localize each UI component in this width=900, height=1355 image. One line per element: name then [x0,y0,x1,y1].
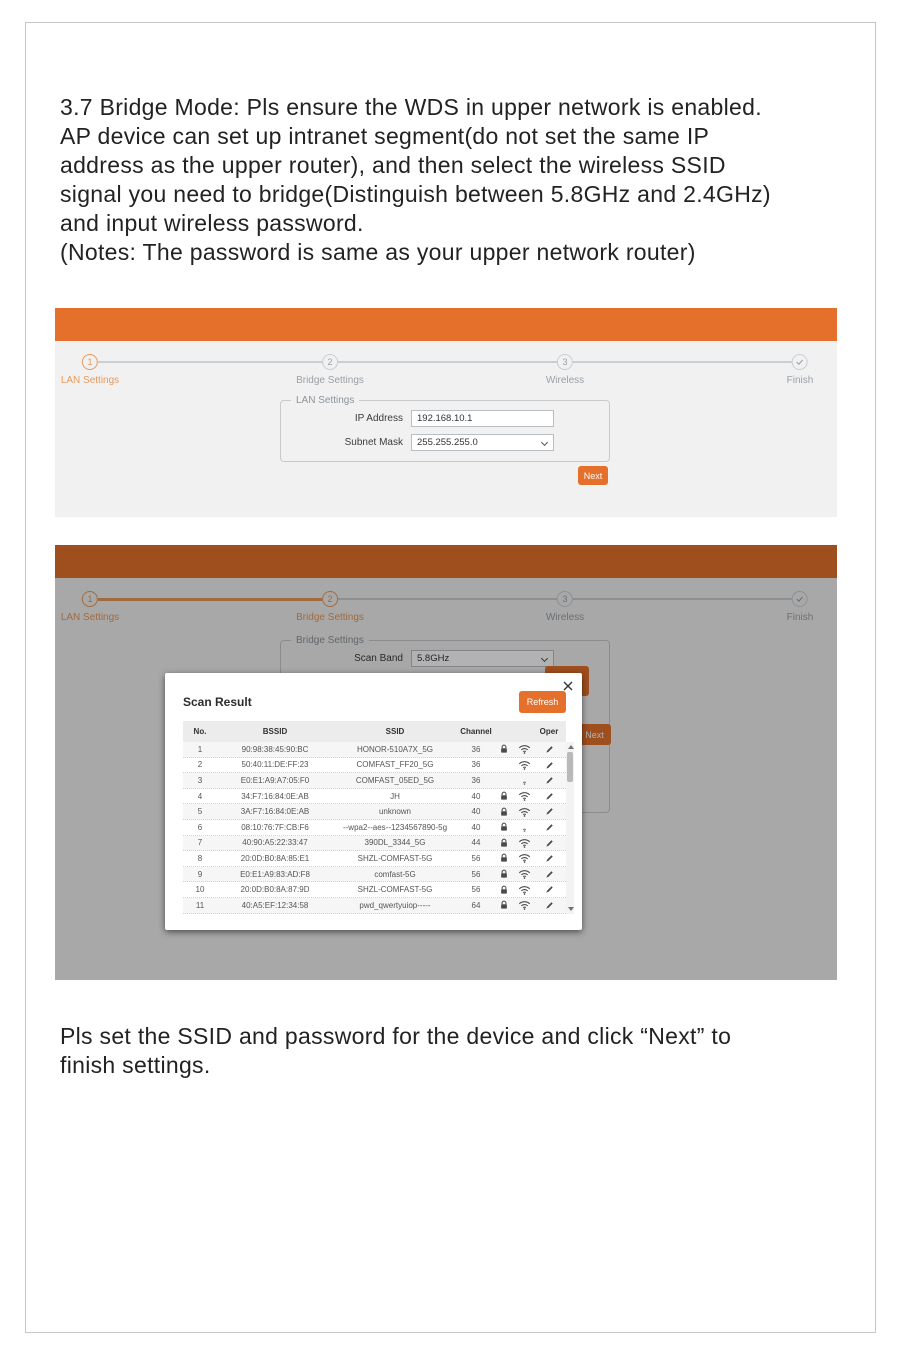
scan-band-label: Scan Band [354,653,403,664]
cell-channel: 36 [471,760,481,770]
cell-bssid: 08:10:76:7F:CB:F6 [241,822,309,832]
table-row[interactable] [183,882,566,898]
table-row[interactable] [183,804,566,820]
cell-ssid: comfast-5G [374,869,416,879]
step-connector [573,361,792,363]
modal-title: Scan Result [183,695,252,709]
ip-address-value: 192.168.10.1 [417,413,473,424]
lock-icon [495,791,513,801]
edit-pencil-icon[interactable] [535,760,563,769]
scroll-down-icon[interactable] [568,907,574,911]
step-number: 3 [557,591,573,607]
cell-channel: 40 [471,807,481,817]
cell-ssid: COMFAST_FF20_5G [356,760,434,770]
edit-pencil-icon[interactable] [535,838,563,847]
subnet-mask-select[interactable] [411,434,554,451]
cell-bssid: 40:A5:EF:12:34:58 [241,900,309,910]
header-channel: Channel [460,727,492,736]
edit-pencil-icon[interactable] [535,791,563,800]
table-row[interactable] [183,867,566,883]
cell-channel: 64 [471,900,481,910]
edit-pencil-icon[interactable] [535,745,563,754]
table-row[interactable] [183,789,566,805]
cell-channel: 44 [471,838,481,848]
edit-pencil-icon[interactable] [535,807,563,816]
cell-ssid: pwd_qwertyuiop----- [359,900,431,910]
lock-icon [495,744,513,754]
step-bridge-settings[interactable] [296,354,364,386]
app-header-bar [55,308,837,341]
cell-bssid: E0:E1:A9:83:AD:F8 [240,869,310,879]
cell-ssid: JH [390,791,400,801]
cell-no: 4 [197,791,203,801]
scrollbar-thumb[interactable] [567,752,573,782]
wifi-icon [513,885,535,895]
cell-bssid: E0:E1:A9:A7:05:F0 [240,775,310,785]
next-button[interactable]: Next [578,466,608,485]
step-label: Finish [786,375,814,386]
cell-bssid: 3A:F7:16:84:0E:AB [240,807,310,817]
cell-ssid: HONOR-510A7X_5G [356,744,434,754]
ip-address-input[interactable] [411,410,554,427]
fieldset-legend: LAN Settings [291,395,359,406]
subnet-mask-value: 255.255.255.0 [417,437,478,448]
check-icon [792,354,808,370]
cell-ssid: SHZL-COMFAST-5G [357,885,433,895]
ip-address-label: IP Address [354,413,403,424]
cell-channel: 40 [471,822,481,832]
scan-result-table [183,721,566,914]
step-number: 1 [82,354,98,370]
intro-line: 3.7 Bridge Mode: Pls ensure the WDS in upper network is enabled. [60,94,762,120]
fieldset-legend: Bridge Settings [291,635,369,646]
outro-paragraph [60,1022,855,1080]
edit-pencil-icon[interactable] [535,869,563,878]
wifi-icon [513,838,535,848]
step-connector [98,361,322,363]
cell-channel: 56 [471,885,481,895]
table-row[interactable] [183,851,566,867]
lock-icon [495,822,513,832]
step-number: 1 [82,591,98,607]
cell-no: 7 [197,838,203,848]
cell-ssid: --wpa2--aes--1234567890-5g [342,822,448,832]
lock-icon [495,775,513,785]
wifi-icon [513,775,535,785]
step-lan-settings[interactable] [61,354,119,386]
scroll-up-icon[interactable] [568,745,574,749]
intro-line: (Notes: The password is same as your upper network router) [60,239,696,265]
step-label: Bridge Settings [296,612,364,623]
cell-no: 8 [197,853,203,863]
cell-bssid: 20:0D:B0:8A:87:9D [240,885,310,895]
wifi-icon [513,822,535,832]
cell-no: 11 [195,900,205,910]
modal-scrollbar[interactable] [566,742,574,914]
subnet-mask-label: Subnet Mask [344,437,403,448]
step-wireless[interactable] [546,354,584,386]
table-row[interactable] [183,820,566,836]
cell-ssid: unknown [378,807,412,817]
step-finish[interactable] [787,354,814,386]
cell-no: 1 [197,744,203,754]
scan-band-value: 5.8GHz [417,653,450,664]
intro-line: and input wireless password. [60,210,364,236]
lock-icon [495,885,513,895]
lock-icon [495,838,513,848]
next-button[interactable]: Next [578,724,611,745]
lock-icon [495,807,513,817]
cell-bssid: 90:98:38:45:90:BC [241,744,309,754]
cell-bssid: 20:0D:B0:8A:85:E1 [240,853,310,863]
refresh-button[interactable]: Refresh [519,691,566,713]
header-ssid: SSID [385,727,405,736]
step-label: LAN Settings [60,375,120,386]
lock-icon [495,853,513,863]
screenshot-bridge-settings [55,545,837,980]
table-row[interactable] [183,773,566,789]
edit-pencil-icon[interactable] [535,885,563,894]
scan-result-modal [165,673,582,930]
step-number: 2 [322,354,338,370]
intro-paragraph [60,93,855,267]
lock-icon [495,900,513,910]
cell-channel: 40 [471,791,481,801]
edit-pencil-icon[interactable] [535,823,563,832]
wifi-icon [513,791,535,801]
wifi-icon [513,853,535,863]
cell-channel: 56 [471,853,481,863]
screenshot-lan-settings [55,308,837,517]
table-header-row [183,721,566,742]
lock-icon [495,869,513,879]
edit-pencil-icon[interactable] [535,854,563,863]
cell-ssid: 390DL_3344_5G [364,838,426,848]
cell-no: 3 [197,775,203,785]
table-row[interactable] [183,836,566,852]
cell-no: 2 [197,760,203,770]
intro-line: signal you need to bridge(Distinguish between 5.8GHz and 2.4GHz) [60,181,771,207]
wifi-icon [513,807,535,817]
cell-bssid: 34:F7:16:84:0E:AB [241,791,309,801]
subnet-mask-row [281,434,609,451]
cell-channel: 36 [471,744,481,754]
wifi-icon [513,760,535,770]
cell-channel: 36 [471,775,481,785]
cell-ssid: COMFAST_05ED_5G [355,775,435,785]
intro-line: address as the upper router), and then select the wireless SSID [60,152,726,178]
table-row[interactable] [183,758,566,774]
lock-icon [495,760,513,770]
wifi-icon [513,869,535,879]
header-no: No. [193,727,207,736]
step-label: Bridge Settings [296,375,364,386]
cell-ssid: SHZL-COMFAST-5G [357,853,433,863]
outro-line: Pls set the SSID and password for the device and click “Next” to [60,1023,732,1049]
step-label: LAN Settings [60,612,120,623]
cell-no: 10 [195,885,205,895]
chevron-down-icon [541,439,548,446]
cell-no: 5 [197,807,203,817]
step-label: Wireless [545,375,585,386]
ip-address-row [281,410,609,427]
table-row[interactable] [183,898,566,914]
edit-pencil-icon[interactable] [535,776,563,785]
intro-line: AP device can set up intranet segment(do not set the same IP [60,123,710,149]
cell-bssid: 50:40:11:DE:FF:23 [241,760,309,770]
cell-channel: 56 [471,869,481,879]
step-label: Wireless [545,612,585,623]
step-number: 3 [557,354,573,370]
step-number: 2 [322,591,338,607]
step-connector [338,361,557,363]
cell-no: 6 [197,822,203,832]
step-label: Finish [786,612,814,623]
lan-settings-fieldset [280,395,610,462]
table-row[interactable] [183,742,566,758]
cell-no: 9 [197,869,203,879]
header-oper: Oper [539,727,559,736]
wifi-icon [513,744,535,754]
cell-bssid: 40:90:A5:22:33:47 [242,838,308,848]
header-bssid: BSSID [262,727,288,736]
outro-line: finish settings. [60,1052,211,1078]
wizard-stepper [55,341,837,401]
wifi-icon [513,900,535,910]
edit-pencil-icon[interactable] [535,901,563,910]
